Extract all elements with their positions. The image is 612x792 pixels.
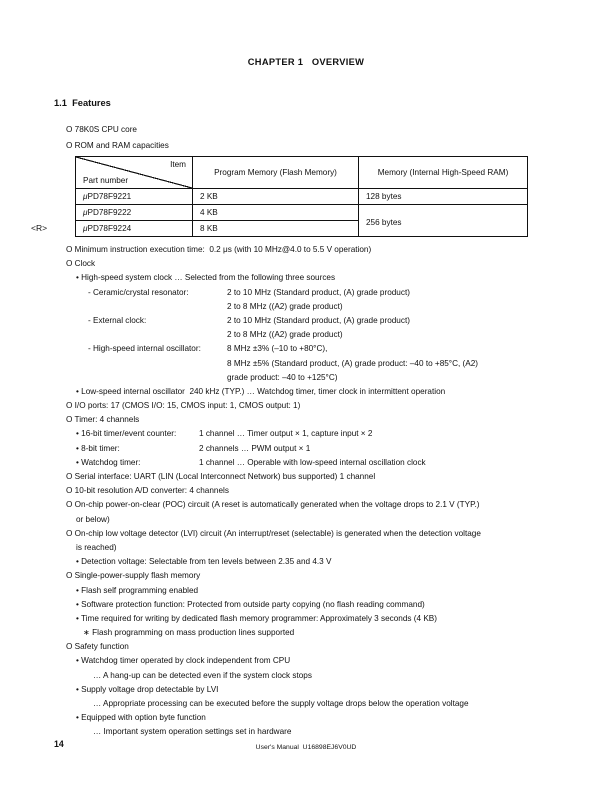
col-header-flash: Program Memory (Flash Memory) [193, 157, 359, 189]
section-title: 1.1 Features [54, 98, 111, 108]
feature-line: • Detection voltage: Selectable from ten levels between 2.35 and 4.3 V [76, 557, 332, 567]
flash-cell: 4 KB [193, 205, 359, 221]
table-row [76, 205, 528, 221]
feature-line: O I/O ports: 17 (CMOS I/O: 15, CMOS input: 1, CMOS output: 1) [66, 401, 301, 411]
corner-part-number-label: Part number [83, 176, 129, 185]
feature-line: • 8-bit timer: 2 channels … PWM output × 1 [76, 443, 311, 453]
feature-line: … A hang-up can be detected even if the system clock stops [93, 670, 312, 680]
feature-line: or below) [76, 514, 110, 524]
part-number-cell: μPD78F9224 [76, 221, 193, 237]
table-header-row [76, 157, 528, 189]
feature-line: • Watchdog timer: 1 channel … Operable with low-speed internal oscillation clock [76, 457, 426, 467]
feature-line: ∗ Flash programming on mass production lines supported [83, 628, 295, 638]
corner-item-label: Item [170, 160, 186, 169]
feature-line: grade product: –40 to +125°C) [227, 372, 338, 382]
feature-line: O 10-bit resolution A/D converter: 4 channels [66, 486, 229, 496]
feature-line: … Appropriate processing can be executed before the supply voltage drops below the operation voltage [93, 699, 469, 708]
feature-line: … Important system operation settings set in hardware [93, 727, 292, 737]
corner-diagonal [76, 157, 192, 188]
features-list [0, 243, 612, 740]
feature-line: 8 MHz ±5% (Standard product, (A) grade product: –40 to +85°C, (A2) [227, 358, 479, 368]
feature-line: • Time required for writing by dedicated flash memory programmer: Approximately 3 seconds (4 KB) [76, 613, 437, 623]
feature-line: O Minimum instruction execution time: 0.2 μs (with 10 MHz@4.0 to 5.5 V operation) [66, 245, 372, 254]
intro-item: O 78K0S CPU core [66, 125, 137, 134]
feature-line: - Ceramic/crystal resonator: 2 to 10 MHz (Standard product, (A) grade product) [88, 287, 410, 297]
corner-cell [76, 157, 193, 189]
feature-line: • Low-speed internal oscillator 240 kHz (TYP.) … Watchdog timer, timer clock in intermittent operation [76, 386, 446, 396]
feature-line: • High-speed system clock … Selected from the following three sources [76, 273, 336, 283]
memory-table [75, 156, 528, 237]
col-header-ram: Memory (Internal High-Speed RAM) [359, 157, 528, 189]
chapter-title: CHAPTER 1 OVERVIEW [247, 57, 365, 67]
feature-line: 2 to 8 MHz ((A2) grade product) [227, 330, 343, 340]
feature-line: O On-chip low voltage detector (LVI) circuit (An interrupt/reset (selectable) is generated when the detection voltage [66, 528, 481, 538]
footer-manual-ref: User's Manual U16898EJ6V0UD [255, 744, 357, 751]
feature-line: O Serial interface: UART (LIN (Local Interconnect Network) bus supported) 1 channel [66, 472, 376, 481]
flash-cell: 8 KB [193, 221, 359, 237]
flash-cell: 2 KB [193, 189, 359, 205]
ram-cell: 128 bytes [359, 189, 528, 205]
part-number-cell: μPD78F9221 [76, 189, 193, 205]
intro-list [0, 122, 612, 154]
feature-line: - External clock: 2 to 10 MHz (Standard product, (A) grade product) [88, 315, 410, 325]
feature-line: • Watchdog timer operated by clock independent from CPU [76, 656, 291, 666]
feature-line: • 16-bit timer/event counter: 1 channel … Timer output × 1, capture input × 2 [76, 429, 373, 439]
part-number-cell: μPD78F9222 [76, 205, 193, 221]
feature-line: O On-chip power-on-clear (POC) circuit (A reset is automatically generated when the voltage drops to 2.1 V (TYP.) [66, 500, 480, 510]
feature-line: • Equipped with option byte function [76, 713, 206, 723]
intro-item: O ROM and RAM capacities [66, 141, 169, 150]
feature-line: O Clock [66, 259, 96, 269]
feature-line: O Timer: 4 channels [66, 415, 140, 425]
feature-line: 2 to 8 MHz ((A2) grade product) [227, 301, 343, 311]
revision-marker: <R> [31, 223, 48, 233]
feature-line: • Software protection function: Protected from outside party copying (no flash reading command) [76, 599, 425, 609]
feature-line: • Flash self programming enabled [76, 585, 199, 595]
feature-line: • Supply voltage drop detectable by LVI [76, 684, 219, 694]
feature-line: O Single-power-supply flash memory [66, 571, 201, 581]
footer-page-number: 14 [54, 739, 64, 749]
feature-line: - High-speed internal oscillator: 8 MHz ±3% (–10 to +80°C), [88, 344, 328, 354]
feature-line: O Safety function [66, 642, 129, 652]
feature-line: is reached) [76, 542, 117, 552]
ram-cell: 256 bytes [359, 205, 528, 237]
table-row [76, 189, 528, 205]
